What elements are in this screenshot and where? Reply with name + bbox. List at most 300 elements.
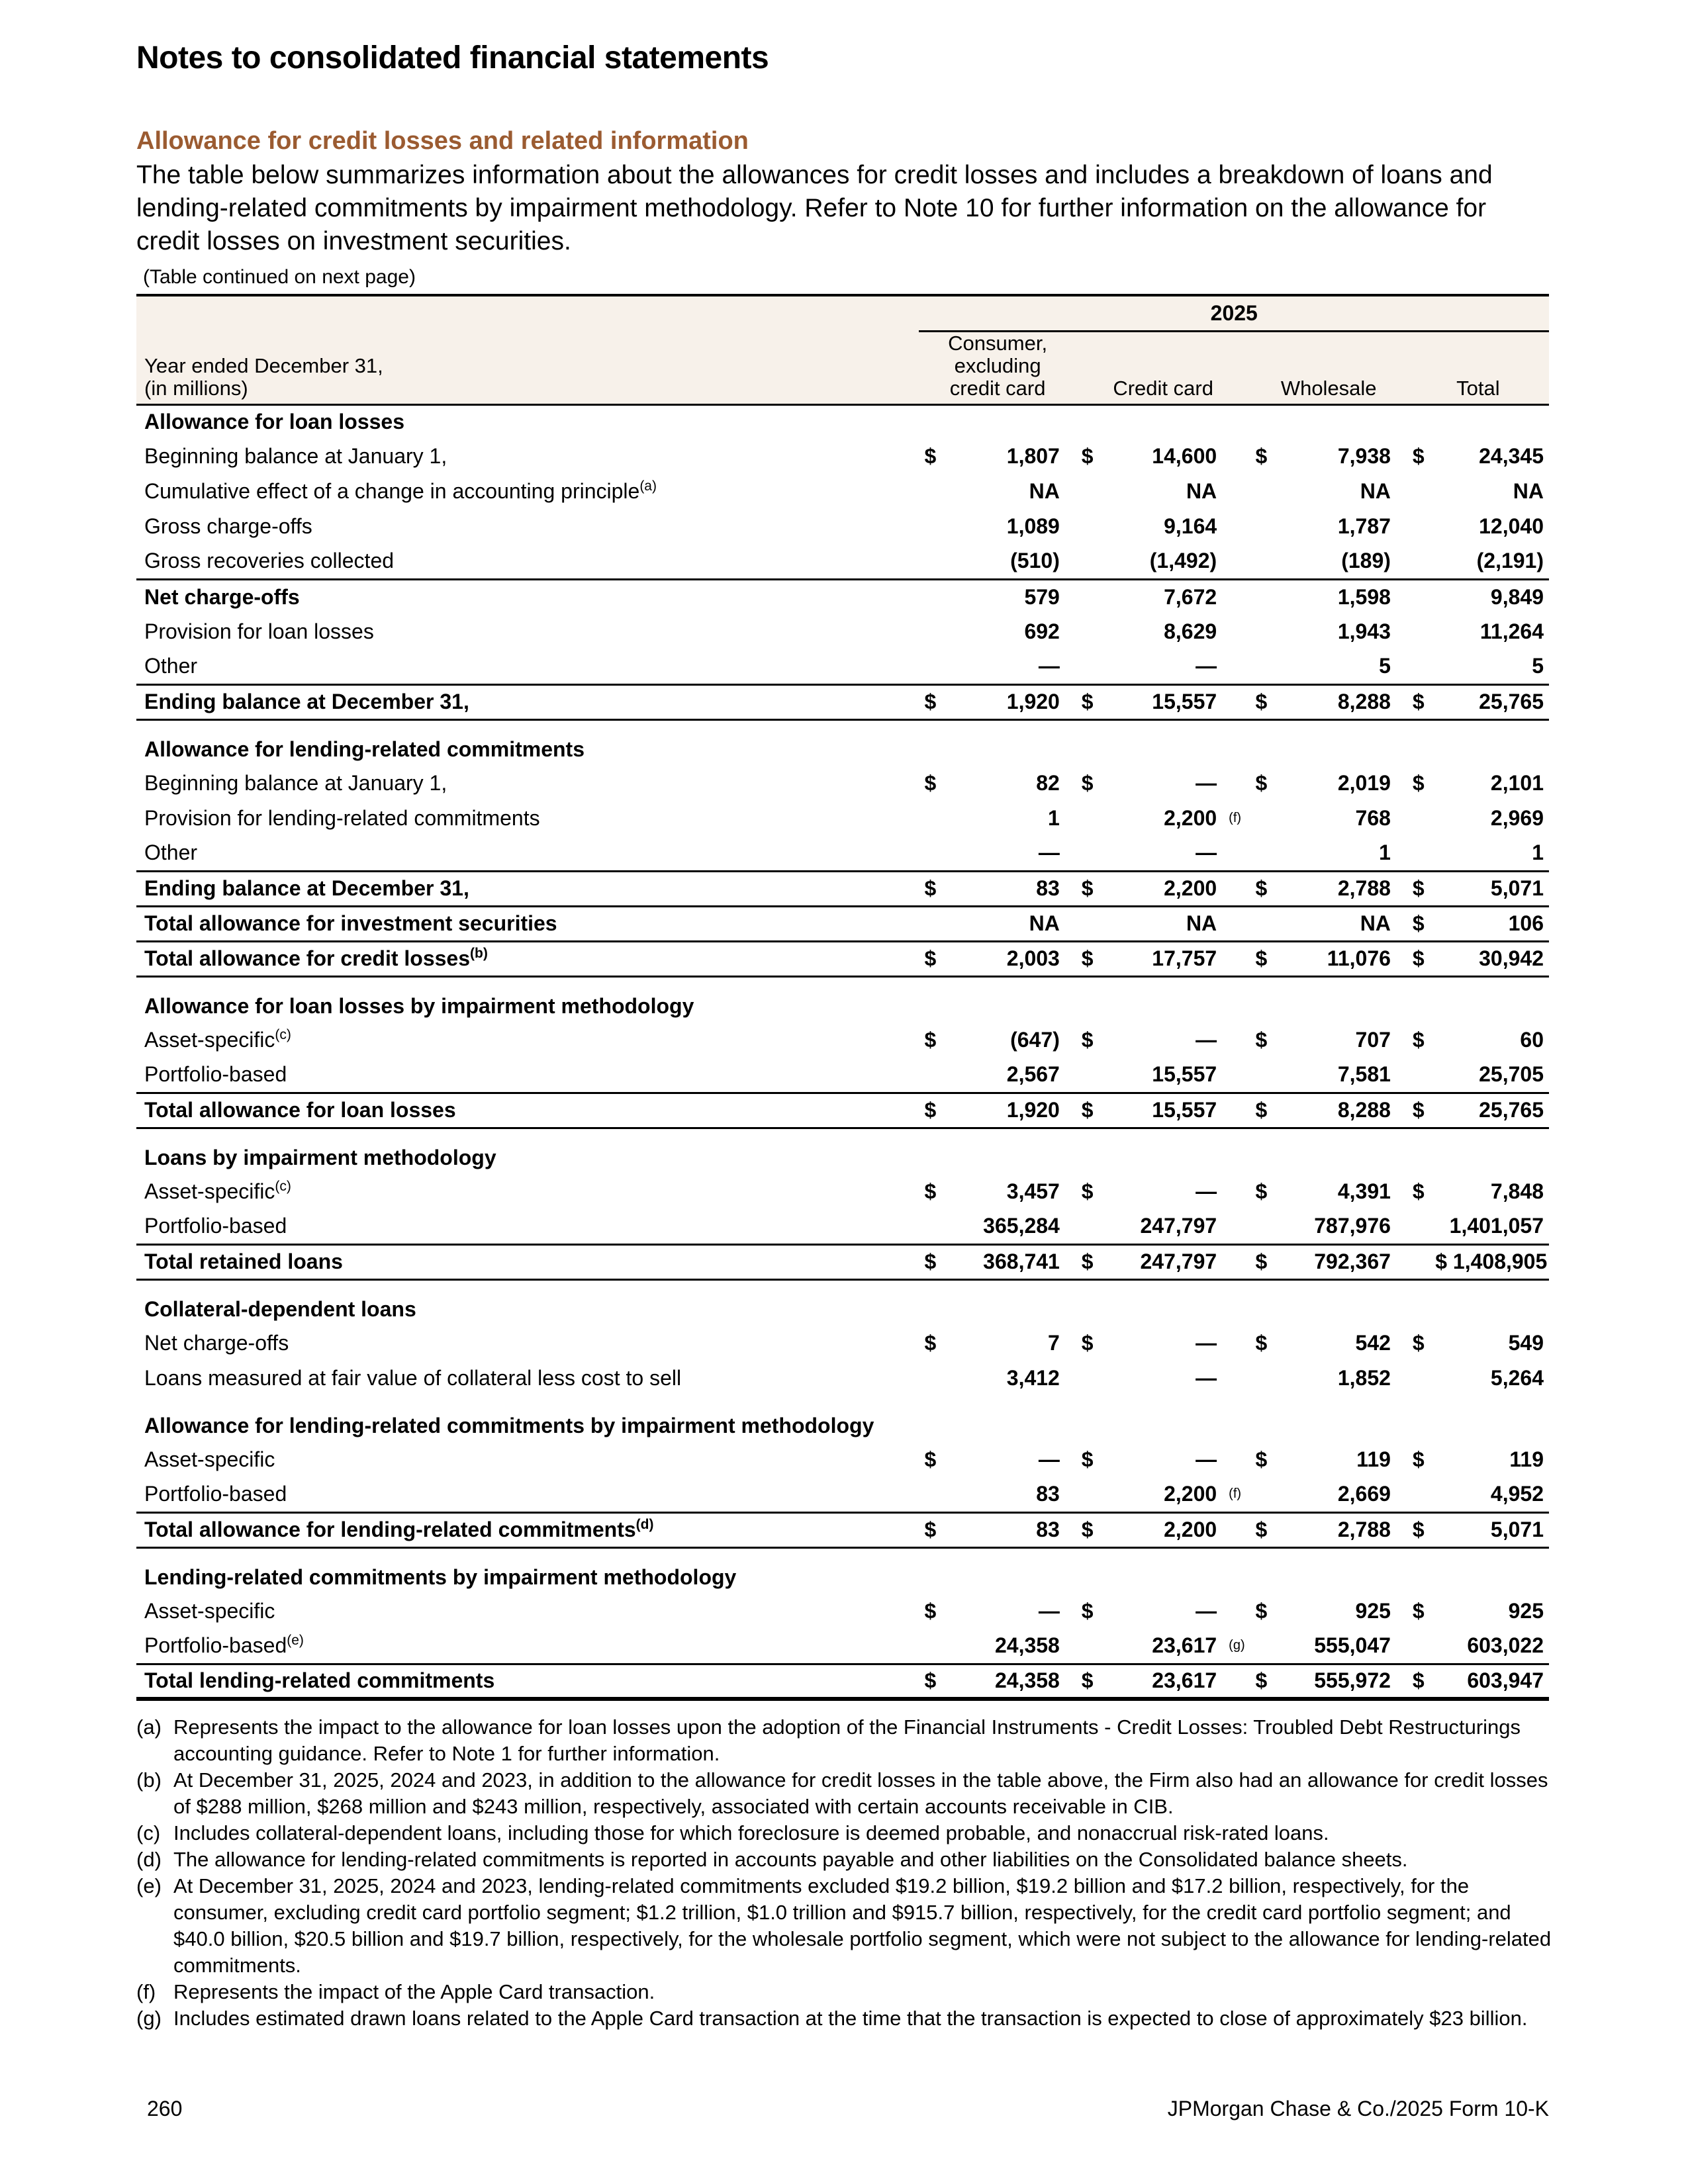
note-wholesale [1396,1361,1407,1396]
currency-wholesale [1250,801,1278,836]
value-wholesale: 2,788 [1278,1512,1396,1547]
currency-consumer: $ [919,941,947,976]
note-consumer [1065,1664,1076,1699]
table-row [136,579,1549,614]
note-credit-card [1222,439,1250,474]
footnote-tag: (e) [136,1874,162,1897]
currency-consumer [919,474,947,509]
note-consumer [1065,1093,1076,1128]
note-consumer [1065,1477,1076,1512]
value-credit-card: 7,672 [1104,579,1222,614]
currency-consumer: $ [924,1179,937,1203]
note-consumer [1065,509,1076,544]
value-wholesale: 8,288 [1278,684,1396,719]
table-row [136,1512,1549,1547]
value-credit-card: 15,557 [1152,1062,1217,1087]
currency-consumer: $ [919,1512,947,1547]
value-consumer: 365,284 [983,1214,1060,1238]
col-total-header: Total [1407,331,1549,404]
value-total: 30,942 [1435,941,1549,976]
table-row [136,941,1549,976]
value-credit-card: — [1196,1599,1217,1623]
currency-total: $ [1407,871,1435,906]
table-row [136,1058,1549,1093]
currency-consumer [919,649,947,684]
footer-publication: JPMorgan Chase & Co./2025 Form 10-K [1167,2097,1549,2120]
footnote-ref: (a) [639,478,657,494]
row-label [136,579,919,614]
note-consumer [1065,1594,1076,1629]
currency-total: $ [1412,1331,1425,1355]
note-wholesale [1396,439,1407,474]
row-label-text: Total allowance for loan losses [144,1098,456,1122]
intro-paragraph: The table below summarizes information about the allowances for credit losses and includes a breakdown of loans and lending-related commitments by impairment methodology. Refer to Note 10 for further information on the allowance for credit losses on investment securities. [136,161,1493,255]
footnotes [136,1714,1553,2032]
note-consumer [1065,941,1076,976]
currency-credit-card: $ [1081,1179,1094,1203]
value-credit-card: 17,757 [1104,941,1222,976]
value-credit-card: 2,200 [1164,806,1217,830]
value-consumer: (510) [1010,549,1060,573]
note-consumer [1065,474,1076,509]
currency-credit-card [1076,509,1104,544]
currency-credit-card: $ [1081,1028,1094,1052]
currency-credit-card: $ [1081,444,1094,468]
row-label [136,941,919,976]
table-row [136,614,1549,649]
note-credit-card [1222,684,1250,719]
currency-credit-card: $ [1081,771,1094,795]
currency-consumer: $ [924,1447,937,1471]
currency-total: $ [1407,684,1435,719]
currency-wholesale: $ [1250,1093,1278,1128]
value-credit-card: NA [1104,906,1222,941]
allowance-table [136,294,1549,1701]
value-consumer: 3,412 [1006,1366,1060,1390]
page-number: 260 [147,2097,183,2120]
row-label-text: Asset-specific [144,1599,275,1623]
value-wholesale: 2,019 [1337,771,1391,795]
currency-total [1407,614,1435,649]
value-credit-card: 23,617 [1152,1633,1217,1658]
currency-consumer: $ [924,1331,937,1355]
row-label [136,614,919,649]
value-consumer: 579 [947,579,1065,614]
currency-credit-card: $ [1076,1664,1104,1699]
table-row [136,439,1549,474]
row-label [136,1244,919,1279]
currency-total [1407,1361,1435,1396]
value-wholesale: 707 [1355,1028,1391,1052]
currency-consumer: $ [924,771,937,795]
note-consumer [1065,1326,1076,1361]
row-label-text: Cumulative effect of a change in accounting principle [144,479,640,503]
value-credit-card: — [1196,771,1217,795]
currency-credit-card [1076,544,1104,579]
value-wholesale: 787,976 [1314,1214,1391,1238]
value-consumer: — [1038,1447,1060,1471]
currency-consumer: $ [919,1664,947,1699]
note-consumer [1065,439,1076,474]
value-wholesale: 555,972 [1278,1664,1396,1699]
currency-wholesale [1250,509,1278,544]
table-row [136,1477,1549,1512]
row-label-text: Gross charge-offs [144,514,312,538]
col-wholesale-header: Wholesale [1250,331,1407,404]
value-wholesale: NA [1360,479,1391,503]
value-credit-card: (1,492) [1149,549,1217,573]
value-consumer: 368,741 [947,1244,1065,1279]
currency-total [1407,1477,1435,1512]
value-credit-card: 14,600 [1152,444,1217,468]
footnote [136,1767,1553,1820]
note-consumer [1065,871,1076,906]
value-wholesale: 1 [1379,841,1391,865]
table-body [136,404,1549,1699]
value-total: 5,264 [1490,1366,1544,1390]
currency-wholesale: $ [1255,1028,1268,1052]
note-consumer [1065,1244,1076,1279]
section-title: Allowance for credit losses and related information [136,127,749,155]
note-consumer [1065,1512,1076,1547]
note-wholesale [1396,941,1407,976]
footnote [136,1846,1553,1873]
note-wholesale [1396,509,1407,544]
row-label-text: Ending balance at December 31, [144,690,469,713]
note-wholesale [1396,1058,1407,1093]
note-credit-card [1222,836,1250,871]
currency-credit-card: $ [1076,684,1104,719]
note-wholesale [1396,684,1407,719]
currency-total: $ [1407,1512,1435,1547]
note-credit-card [1222,1058,1250,1093]
table-row [136,509,1549,544]
currency-total [1407,579,1435,614]
table-row [136,719,1549,766]
value-total: 24,345 [1479,444,1544,468]
row-label-text: Total lending-related commitments [144,1668,495,1693]
footnote-ref: (d) [635,1517,654,1532]
value-consumer: 1 [1048,806,1060,830]
footnote-tag: (a) [136,1715,162,1739]
currency-credit-card [1076,649,1104,684]
currency-wholesale: $ [1250,1244,1278,1279]
table-row [136,1664,1549,1699]
value-wholesale: 1,598 [1278,579,1396,614]
note-consumer [1065,614,1076,649]
currency-credit-card [1076,801,1104,836]
currency-total [1407,801,1435,836]
value-credit-card: — [1196,654,1217,678]
note-consumer [1065,906,1076,941]
row-label [136,439,919,474]
currency-credit-card [1076,474,1104,509]
row-label-text: Portfolio-based [144,1062,287,1087]
note-consumer [1065,801,1076,836]
note-wholesale [1396,1209,1407,1244]
page-title: Notes to consolidated financial statements [136,40,769,75]
value-wholesale: 7,938 [1337,444,1391,468]
value-total: 603,022 [1467,1633,1544,1658]
value-wholesale: 7,581 [1337,1062,1391,1087]
footnote-text: Includes estimated drawn loans related to the Apple Card transaction at the time that the transaction is expected to close of approximately $23 billion. [173,2007,1528,2030]
row-label [136,1594,919,1629]
note-consumer [1065,1361,1076,1396]
note-credit-card [1222,649,1250,684]
currency-total: $ [1407,906,1435,941]
table-row [136,1442,1549,1477]
currency-total: $ [1407,1664,1435,1699]
currency-total [1407,509,1435,544]
value-credit-card: 9,164 [1164,514,1217,538]
note-credit-card [1222,1326,1250,1361]
col-consumer-line-2: excluding [954,353,1041,377]
currency-consumer [919,906,947,941]
currency-wholesale: $ [1250,941,1278,976]
value-credit-card: — [1196,841,1217,865]
currency-credit-card [1076,836,1104,871]
value-consumer: — [1038,841,1060,865]
note-wholesale [1396,579,1407,614]
note-wholesale [1396,1023,1407,1058]
value-total: 1 [1532,841,1544,865]
row-label-text: Asset-specific [144,1447,275,1471]
currency-consumer: $ [919,871,947,906]
currency-total [1407,544,1435,579]
currency-wholesale [1250,579,1278,614]
currency-credit-card: $ [1076,1512,1104,1547]
value-wholesale: 2,788 [1278,871,1396,906]
note-credit-card: (f) [1229,1486,1242,1502]
row-label-text: Beginning balance at January 1, [144,444,447,468]
currency-consumer: $ [919,1093,947,1128]
value-credit-card: — [1196,1179,1217,1203]
value-total: $ 1,408,905 [1435,1244,1549,1279]
row-label [136,1629,919,1664]
note-wholesale [1396,836,1407,871]
note-wholesale [1396,1477,1407,1512]
row-label-text: Ending balance at December 31, [144,876,469,900]
value-credit-card: 2,200 [1164,1482,1217,1506]
row-label [136,1058,919,1093]
currency-credit-card: $ [1076,1093,1104,1128]
note-consumer [1065,766,1076,801]
footnote-text: Represents the impact to the allowance for loan losses upon the adoption of the Financial Instruments - Credit Losses: Troubled Debt Restructurings accounting guidance. Refer to Note 1 for further information. [173,1715,1521,1765]
currency-wholesale [1250,836,1278,871]
note-credit-card [1222,871,1250,906]
currency-wholesale [1250,1361,1278,1396]
currency-consumer [919,1477,947,1512]
value-total: 119 [1509,1447,1544,1471]
value-total: 12,040 [1479,514,1544,538]
currency-consumer [919,836,947,871]
table-row [136,1361,1549,1396]
value-consumer: (647) [1010,1028,1060,1052]
row-label [136,1093,919,1128]
table-row [136,1547,1549,1594]
note-consumer [1065,1174,1076,1209]
value-wholesale: 768 [1355,806,1391,830]
table-row [136,1174,1549,1209]
footnote-text: Includes collateral-dependent loans, including those for which foreclosure is deemed probable, and nonaccrual risk-rated loans. [173,1821,1329,1844]
section-header: Collateral-dependent loans [144,1297,416,1321]
value-total: 5,071 [1435,871,1549,906]
currency-total: $ [1412,771,1425,795]
value-wholesale: 1,943 [1337,619,1391,643]
row-label-text: Total allowance for lending-related commitments [144,1518,636,1541]
note-wholesale [1396,1326,1407,1361]
row-label [136,1512,919,1547]
note-credit-card [1222,474,1250,509]
note-wholesale [1396,544,1407,579]
value-total: 5,071 [1435,1512,1549,1547]
value-consumer: 24,358 [947,1664,1065,1699]
note-consumer [1065,544,1076,579]
note-wholesale [1396,1664,1407,1699]
note-consumer [1065,1023,1076,1058]
note-wholesale [1396,871,1407,906]
currency-credit-card [1076,579,1104,614]
currency-consumer: $ [924,1599,937,1623]
section-header: Allowance for lending-related commitments [144,737,585,761]
value-total: 549 [1508,1331,1544,1355]
currency-consumer: $ [924,444,937,468]
col-consumer-line-3: credit card [949,376,1046,400]
value-wholesale: 925 [1355,1599,1391,1623]
note-credit-card [1222,1244,1250,1279]
value-total: 925 [1508,1599,1544,1623]
value-credit-card: NA [1186,479,1217,503]
value-credit-card: 23,617 [1104,1664,1222,1699]
row-label [136,1174,919,1209]
row-label-text: Provision for lending-related commitments [144,806,540,830]
footnote [136,2005,1553,2032]
footnote [136,1873,1553,1979]
table-row [136,766,1549,801]
currency-consumer [919,1209,947,1244]
value-credit-card: — [1196,1028,1217,1052]
note-consumer [1065,1209,1076,1244]
currency-consumer [919,614,947,649]
note-credit-card: (g) [1229,1638,1245,1653]
row-header [136,331,919,404]
value-total: 5 [1532,654,1544,678]
row-label-text: Total retained loans [144,1250,343,1273]
row-label-text: Loans measured at fair value of collateral less cost to sell [144,1366,682,1390]
value-wholesale: 11,076 [1278,941,1396,976]
currency-credit-card: $ [1081,1331,1094,1355]
currency-wholesale [1250,649,1278,684]
value-consumer: 2,003 [947,941,1065,976]
value-wholesale: (189) [1341,549,1391,573]
row-label [136,509,919,544]
value-total: 4,952 [1490,1482,1544,1506]
value-wholesale: 1,787 [1337,514,1391,538]
currency-wholesale [1250,614,1278,649]
value-wholesale: 792,367 [1278,1244,1396,1279]
value-consumer: 1,920 [947,1093,1065,1128]
currency-wholesale: $ [1250,1664,1278,1699]
value-total: 603,947 [1435,1664,1549,1699]
note-credit-card [1222,509,1250,544]
table-row [136,1326,1549,1361]
table-header-columns [136,331,1549,404]
currency-consumer [919,801,947,836]
value-total: (2,191) [1476,549,1544,573]
note-credit-card [1222,614,1250,649]
note-consumer [1065,684,1076,719]
value-consumer: — [1038,1599,1060,1623]
currency-total: $ [1412,1447,1425,1471]
note-credit-card [1222,766,1250,801]
row-label-text: Portfolio-based [144,1214,287,1238]
value-consumer: NA [1029,479,1060,503]
table-row [136,1629,1549,1664]
row-label-text: Portfolio-based [144,1633,287,1658]
table-row [136,544,1549,579]
table-row [136,1244,1549,1279]
table-row [136,871,1549,906]
currency-total [1407,649,1435,684]
value-credit-card: 247,797 [1140,1214,1217,1238]
note-credit-card [1222,1023,1250,1058]
note-credit-card [1222,544,1250,579]
note-wholesale [1396,1174,1407,1209]
value-total: NA [1513,479,1544,503]
value-credit-card: 15,557 [1104,1093,1222,1128]
value-credit-card: 15,557 [1104,684,1222,719]
row-label [136,801,919,836]
value-wholesale: 4,391 [1337,1179,1391,1203]
currency-credit-card [1076,1209,1104,1244]
footnote-tag: (b) [136,1768,162,1792]
currency-consumer: $ [919,684,947,719]
footnote-tag: (f) [136,1980,156,2003]
note-wholesale [1396,1244,1407,1279]
currency-credit-card: $ [1076,1244,1104,1279]
note-credit-card [1222,1361,1250,1396]
currency-total: $ [1412,1179,1425,1203]
section-header: Loans by impairment methodology [144,1146,496,1169]
note-credit-card [1222,941,1250,976]
currency-credit-card: $ [1076,871,1104,906]
row-label-text: Other [144,841,198,865]
table-row [136,1279,1549,1326]
note-credit-card [1222,579,1250,614]
currency-credit-card [1076,1058,1104,1093]
value-wholesale: 8,288 [1278,1093,1396,1128]
value-wholesale: 5 [1379,654,1391,678]
note-wholesale [1396,906,1407,941]
note-credit-card [1222,1512,1250,1547]
currency-total: $ [1412,444,1425,468]
row-label [136,1442,919,1477]
currency-consumer: $ [924,1028,937,1052]
note-wholesale [1396,649,1407,684]
row-header-line: Year ended December 31, [144,353,383,377]
currency-total: $ [1412,1028,1425,1052]
table-row [136,474,1549,509]
value-consumer: 692 [1024,619,1060,643]
row-label-text: Net charge-offs [144,1331,289,1355]
currency-wholesale: $ [1250,684,1278,719]
row-label [136,544,919,579]
currency-total [1407,1209,1435,1244]
value-consumer: 83 [947,1512,1065,1547]
row-label [136,836,919,871]
currency-credit-card [1076,906,1104,941]
note-credit-card [1222,1664,1250,1699]
